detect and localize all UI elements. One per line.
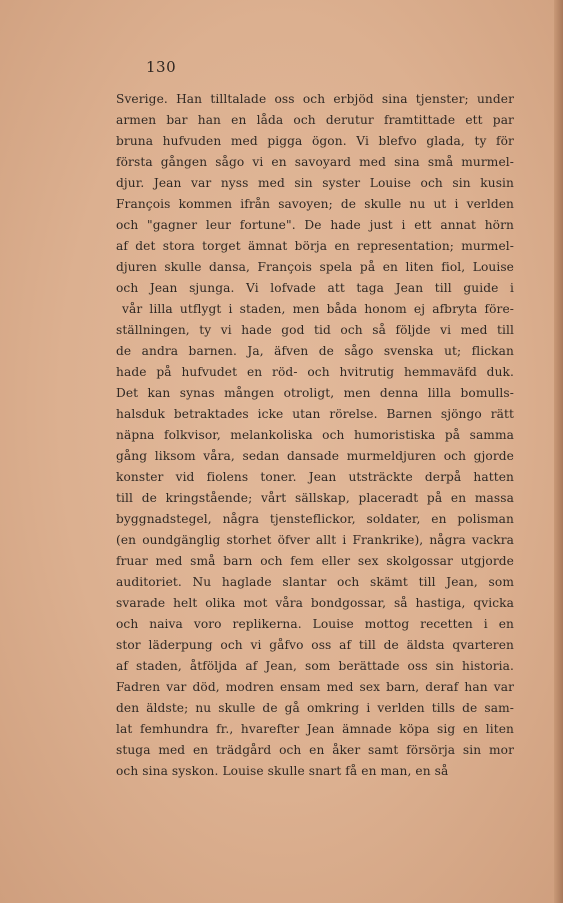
text-line: svarade helt olika mot våra bondgossar, så hastiga, qvicka	[116, 596, 514, 610]
text-line: första gången sågo vi en savoyard med sina små murmel-	[116, 155, 514, 169]
text-line: näpna folkvisor, melankoliska och humoristiska på samma	[116, 428, 514, 442]
text-line: (en oundgänglig storhet öfver allt i Frankrike), några vackra	[116, 533, 514, 547]
text-line: halsduk betraktades icke utan rörelse. Barnen sjöngo rätt	[116, 407, 514, 421]
text-line: lat femhundra fr., hvarefter Jean ämnade köpa sig en liten	[116, 722, 514, 736]
text-line: Fadren var död, modren ensam med sex barn, deraf han var	[116, 680, 514, 694]
text-line: fruar med små barn och fem eller sex skolgossar utgjorde	[116, 554, 514, 568]
text-line: vår lilla utflygt i staden, men båda honom ej afbryta före-	[122, 302, 514, 316]
body-text	[116, 89, 514, 782]
text-line: och naiva voro replikerna. Louise mottog recetten i en	[116, 617, 514, 631]
text-line: François kommen ifrån savoyen; de skulle nu ut i verlden	[116, 197, 514, 211]
text-line: Det kan synas mången otroligt, men denna lilla bomulls-	[116, 386, 514, 400]
text-line: till de kringstående; vårt sällskap, placeradt på en massa	[116, 491, 514, 505]
text-line: Sverige. Han tilltalade oss och erbjöd sina tjenster; under	[116, 92, 514, 106]
text-line: djuren skulle dansa, François spela på en liten fiol, Louise	[116, 260, 514, 274]
text-line: stuga med en trädgård och en åker samt försörja sin mor	[116, 743, 514, 757]
text-line: hade på hufvudet en röd- och hvitrutig hemmaväfd duk.	[116, 365, 514, 379]
text-line: och sina syskon. Louise skulle snart få en man, en så	[116, 764, 449, 778]
page-number: 130	[146, 58, 177, 76]
text-line: stor läderpung och vi gåfvo oss af till de äldsta qvarteren	[116, 638, 514, 652]
text-line: af staden, åtföljda af Jean, som berättade oss sin historia.	[116, 659, 514, 673]
text-line: och Jean sjunga. Vi lofvade att taga Jean till guide i	[116, 281, 514, 295]
text-line: af det stora torget ämnat börja en representation; murmel-	[116, 239, 514, 253]
text-line: de andra barnen. Ja, äfven de sågo svenska ut; flickan	[116, 344, 514, 358]
text-line: djur. Jean var nyss med sin syster Louise och sin kusin	[116, 176, 514, 190]
text-line: gång liksom våra, sedan dansade murmeldjuren och gjorde	[116, 449, 514, 463]
text-line: konster vid fiolens toner. Jean utsträckte derpå hatten	[116, 470, 514, 484]
text-line: bruna hufvuden med pigga ögon. Vi blefvo glada, ty för	[116, 134, 514, 148]
text-line: den äldste; nu skulle de gå omkring i verlden tills de sam-	[116, 701, 514, 715]
text-line: byggnadstegel, några tjensteflickor, soldater, en polisman	[116, 512, 514, 526]
page-edge	[554, 0, 563, 903]
text-line: auditoriet. Nu haglade slantar och skämt till Jean, som	[116, 575, 514, 589]
text-line: och "gagner leur fortune". De hade just i ett annat hörn	[116, 218, 514, 232]
text-line: ställningen, ty vi hade god tid och så följde vi med till	[116, 323, 514, 337]
text-line: armen bar han en låda och derutur framtittade ett par	[116, 113, 514, 127]
